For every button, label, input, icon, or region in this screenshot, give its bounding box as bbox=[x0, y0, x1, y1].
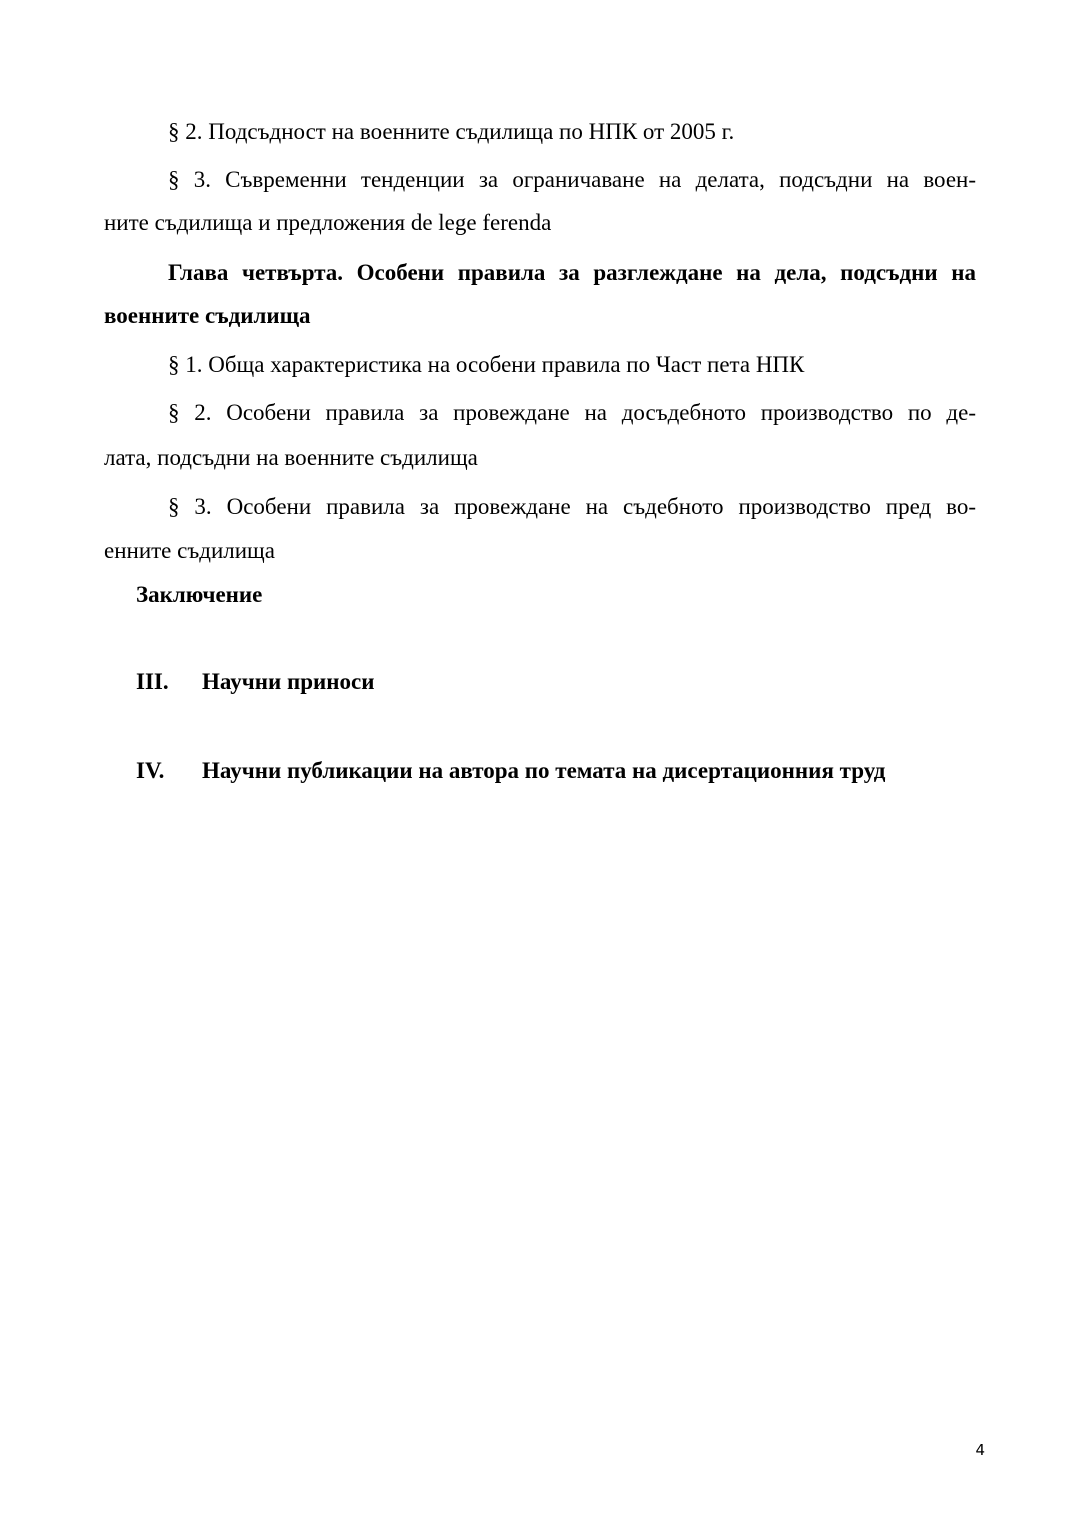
section-numeral: III. bbox=[136, 669, 169, 694]
toc-text: § 2. Подсъдност на военните съдилища по НПК от 2005 г. bbox=[168, 119, 735, 144]
toc-text: ните съдилища и предложения de lege ferenda bbox=[104, 210, 552, 235]
section-title: Научни приноси bbox=[202, 669, 375, 694]
section-numeral: IV. bbox=[136, 758, 165, 783]
toc-text: Заключение bbox=[136, 582, 263, 607]
toc-text: военните съдилища bbox=[104, 303, 311, 328]
toc-text: § 1. Обща характеристика на особени правила по Част пета НПК bbox=[168, 352, 805, 377]
section-title: Научни публикации на автора по темата на дисертационния труд bbox=[202, 758, 886, 783]
toc-text: § 3. Особени правила за провеждане на съдебното производство пред во- bbox=[168, 494, 976, 519]
toc-text: § 2. Особени правила за провеждане на досъдебното производство по де- bbox=[168, 400, 976, 425]
toc-text: енните съдилища bbox=[104, 538, 275, 563]
toc-text: Глава четвърта. Особени правила за разглеждане на дела, подсъдни на bbox=[168, 260, 976, 285]
toc-text: лата, подсъдни на военните съдилища bbox=[104, 445, 478, 470]
page-number: 4 bbox=[975, 1441, 985, 1459]
toc-text: § 3. Съвременни тенденции за ограничаване на делата, подсъдни на воен- bbox=[168, 167, 976, 192]
